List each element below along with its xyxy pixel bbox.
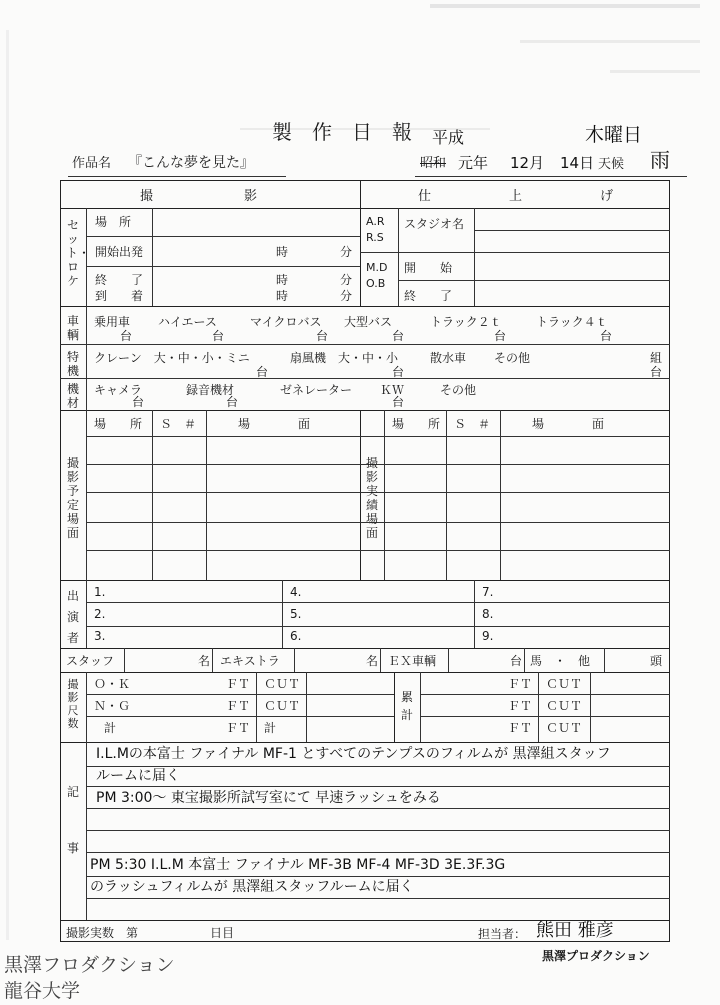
col-scene-number: Ｓ ＃: [160, 417, 197, 431]
ex-vehicle-label: ＥＸ車輌: [388, 654, 437, 668]
camera-label: キャメラ: [94, 383, 143, 397]
section-finishing: 仕 上 げ: [418, 189, 614, 204]
plan-scenes-label: 撮影予定場面: [66, 456, 79, 540]
end-label: 終 了: [95, 273, 144, 287]
col-line: [86, 580, 87, 648]
hour-unit: 時: [276, 245, 289, 259]
row-line: [86, 876, 670, 877]
special-label: 特機: [66, 350, 79, 378]
unit: 台: [226, 395, 239, 409]
col-line: [86, 742, 87, 920]
md-label: M.D: [366, 261, 388, 274]
person-label: 担当者：: [478, 927, 527, 941]
ft-unit: ＦＴ: [226, 699, 251, 713]
ar-label: A.R: [366, 215, 385, 228]
crane-label: クレーン 大・中・小・ミニ: [94, 351, 250, 365]
location-label: 場 所: [95, 215, 132, 229]
col-scene: 場 面: [532, 417, 605, 431]
row-line: [86, 852, 670, 853]
row-line: [360, 252, 670, 253]
weather-value: 雨: [650, 148, 670, 172]
row-line: [60, 378, 670, 379]
actual-scenes-label: 撮影実績場面: [365, 456, 378, 540]
unit: 台: [392, 395, 405, 409]
col-line: [394, 672, 395, 742]
col-place: 場 所: [94, 417, 143, 431]
col-line: [124, 648, 125, 672]
vehicle-microbus: マイクロバス: [250, 315, 322, 329]
row-line: [86, 266, 360, 267]
unit: 台: [212, 329, 225, 343]
special-other-label: その他: [494, 351, 531, 365]
unit: 台: [392, 329, 405, 343]
row-line: [86, 898, 670, 899]
row-line: [86, 694, 394, 695]
row-line: [60, 648, 670, 649]
unit: 台: [132, 395, 145, 409]
col-line: [604, 648, 605, 672]
name-unit: 名: [198, 654, 211, 668]
total-unit: 計: [264, 721, 277, 735]
note-line-4: PM 5:30 I.L.M 本富士 ファイナル MF-3B MF-4 MF-3D 3E.3F.3G: [90, 857, 506, 873]
row-line: [420, 694, 670, 695]
total-label: 計: [104, 721, 117, 735]
depart-label: 開始出発: [95, 245, 144, 259]
col-line: [212, 648, 213, 672]
col-line: [282, 580, 283, 648]
watermark-line-1: 黒澤フロダクション: [4, 954, 175, 976]
section-shooting: 撮 影: [140, 189, 258, 204]
page-title: 製 作 日 報: [272, 120, 412, 144]
cut-unit: ＣＵＴ: [264, 699, 301, 713]
row-line: [86, 766, 670, 767]
ft-unit: ＦＴ: [226, 677, 251, 691]
col-scene-number: Ｓ ＃: [454, 417, 491, 431]
col-line: [474, 208, 475, 306]
col-line: [256, 672, 257, 742]
col-line: [538, 672, 539, 742]
vehicle-truck4t: トラック４ｔ: [536, 315, 608, 329]
cut-unit: ＣＵＴ: [546, 699, 583, 713]
days-unit: 日目: [210, 926, 235, 940]
extra-label: エキストラ: [220, 654, 280, 668]
col-line: [306, 672, 307, 742]
cast-slot-2: 2.: [94, 607, 106, 621]
scan-noise: [6, 30, 9, 940]
col-line: [380, 648, 381, 672]
sprinkler-label: 散水車: [430, 351, 467, 365]
row-line: [420, 716, 670, 717]
row-line: [398, 280, 670, 281]
row-line: [86, 236, 360, 237]
weekday: 木曜日: [585, 124, 643, 146]
arrive-label: 到 着: [95, 289, 144, 303]
cast-slot-5: 5.: [290, 607, 302, 621]
cast-slot-1: 1.: [94, 585, 106, 599]
col-line: [152, 208, 153, 306]
row-line: [60, 306, 670, 307]
work-title: 『こんな夢を見た』: [128, 155, 254, 171]
set-unit: 組: [650, 351, 663, 365]
cast-slot-7: 7.: [482, 585, 494, 599]
unit: 台: [392, 365, 405, 379]
footage-label: 撮影尺数: [67, 678, 79, 730]
vehicle-unit: 台: [510, 654, 523, 668]
vehicles-label: 車輌: [66, 314, 79, 342]
vehicle-bus: 大型バス: [344, 315, 393, 329]
ob-label: O.B: [366, 277, 386, 290]
note-line-2: ルームに届く: [96, 768, 180, 784]
col-line: [420, 672, 421, 742]
col-place: 場 所: [392, 417, 441, 431]
row-line: [474, 230, 670, 231]
section-divider: [360, 180, 361, 306]
set-loca-label: セット・ロケ: [66, 218, 91, 288]
minute-unit: 分: [340, 273, 353, 287]
rs-label: R.S: [366, 231, 384, 244]
row-line: [86, 786, 670, 787]
weather-label: 天候: [598, 157, 625, 172]
minute-unit: 分: [340, 245, 353, 259]
days-label: 撮影実数 第: [66, 926, 139, 940]
end-label: 終 了: [404, 289, 453, 303]
staff-label: スタッフ: [66, 654, 115, 668]
hour-unit: 時: [276, 289, 289, 303]
cast-slot-3: 3.: [94, 629, 106, 643]
head-unit: 頭: [650, 654, 663, 668]
note-line-1: I.L.Mの本富士 ファイナル MF-1 とすべてのテンプスのフィルムが 黒澤組スタッフ: [96, 746, 611, 762]
work-underline: [68, 176, 286, 177]
studio-name-label: スタジオ名: [404, 217, 465, 231]
cut-unit: ＣＵＴ: [546, 677, 583, 691]
col-line: [398, 208, 399, 306]
work-label: 作品名: [72, 156, 112, 171]
cast-slot-6: 6.: [290, 629, 302, 643]
kw-label: ＫＷ: [380, 383, 405, 397]
row-line: [86, 716, 394, 717]
row-line: [60, 580, 670, 581]
col-line: [448, 648, 449, 672]
era-print: 昭和: [420, 156, 447, 171]
notes-label: 記 事: [66, 785, 104, 855]
ng-label: Ｎ・Ｇ: [94, 699, 131, 713]
start-label: 開 始: [404, 261, 453, 275]
cumulative-label: 累計: [400, 690, 413, 722]
note-line-5: のラッシュフィルムが 黒澤組スタッフルームに届く: [90, 879, 414, 895]
ft-unit: ＦＴ: [508, 699, 533, 713]
col-line: [86, 208, 87, 306]
ft-unit: ＦＴ: [508, 721, 533, 735]
horse-label: 馬 ・ 他: [530, 654, 591, 668]
cast-slot-9: 9.: [482, 629, 494, 643]
fan-label: 扇風機 大・中・小: [290, 351, 399, 365]
col-line: [474, 580, 475, 648]
unit: 台: [120, 329, 133, 343]
name-unit: 名: [366, 654, 379, 668]
equip-other-label: その他: [440, 383, 477, 397]
unit: 台: [650, 365, 663, 379]
person-name: 熊田 雅彦: [536, 920, 614, 941]
minute-unit: 分: [340, 289, 353, 303]
cut-unit: ＣＵＴ: [546, 721, 583, 735]
col-scene: 場 面: [238, 417, 311, 431]
scan-noise: [520, 40, 700, 43]
cast-slot-8: 8.: [482, 607, 494, 621]
unit: 台: [600, 329, 613, 343]
vehicle-truck2t: トラック２ｔ: [430, 315, 502, 329]
cut-unit: ＣＵＴ: [264, 677, 301, 691]
generator-label: ゼネレーター: [280, 383, 353, 397]
row-line: [60, 742, 670, 743]
vehicle-car: 乗用車: [94, 315, 131, 329]
col-line: [86, 672, 87, 742]
col-line: [524, 648, 525, 672]
equipment-label: 機材: [66, 382, 79, 410]
row-line: [60, 672, 670, 673]
row-line: [60, 344, 670, 345]
sound-label: 録音機材: [186, 383, 235, 397]
vehicle-hiace: ハイエース: [158, 315, 217, 329]
row-line: [86, 808, 670, 809]
scan-noise: [430, 4, 700, 8]
cast-slot-4: 4.: [290, 585, 302, 599]
row-line: [86, 830, 670, 831]
company-name: 黒澤プロダクション: [542, 949, 650, 963]
ok-label: Ｏ・Ｋ: [94, 677, 131, 691]
ft-unit: ＦＴ: [226, 721, 251, 735]
unit: 台: [494, 329, 507, 343]
ft-unit: ＦＴ: [508, 677, 533, 691]
date-day: 14日: [560, 154, 595, 172]
col-line: [294, 648, 295, 672]
unit: 台: [316, 329, 329, 343]
watermark-line-2: 龍谷大学: [4, 980, 81, 1002]
date-year: 元年: [458, 154, 489, 172]
unit: 台: [256, 365, 269, 379]
scan-noise: [610, 70, 700, 73]
cast-label: 出演者: [66, 589, 79, 645]
row-line: [86, 602, 670, 603]
era-correction: 平成: [432, 128, 465, 147]
col-line: [86, 306, 87, 416]
col-line: [590, 672, 591, 742]
hour-unit: 時: [276, 273, 289, 287]
date-underline: [415, 176, 687, 177]
note-line-3: PM 3:00～ 東宝撮影所試写室にて 早速ラッシュをみる: [96, 790, 441, 806]
row-line: [86, 626, 670, 627]
row-line: [86, 436, 670, 437]
row-line: [86, 550, 670, 551]
date-month: 12月: [510, 154, 545, 172]
